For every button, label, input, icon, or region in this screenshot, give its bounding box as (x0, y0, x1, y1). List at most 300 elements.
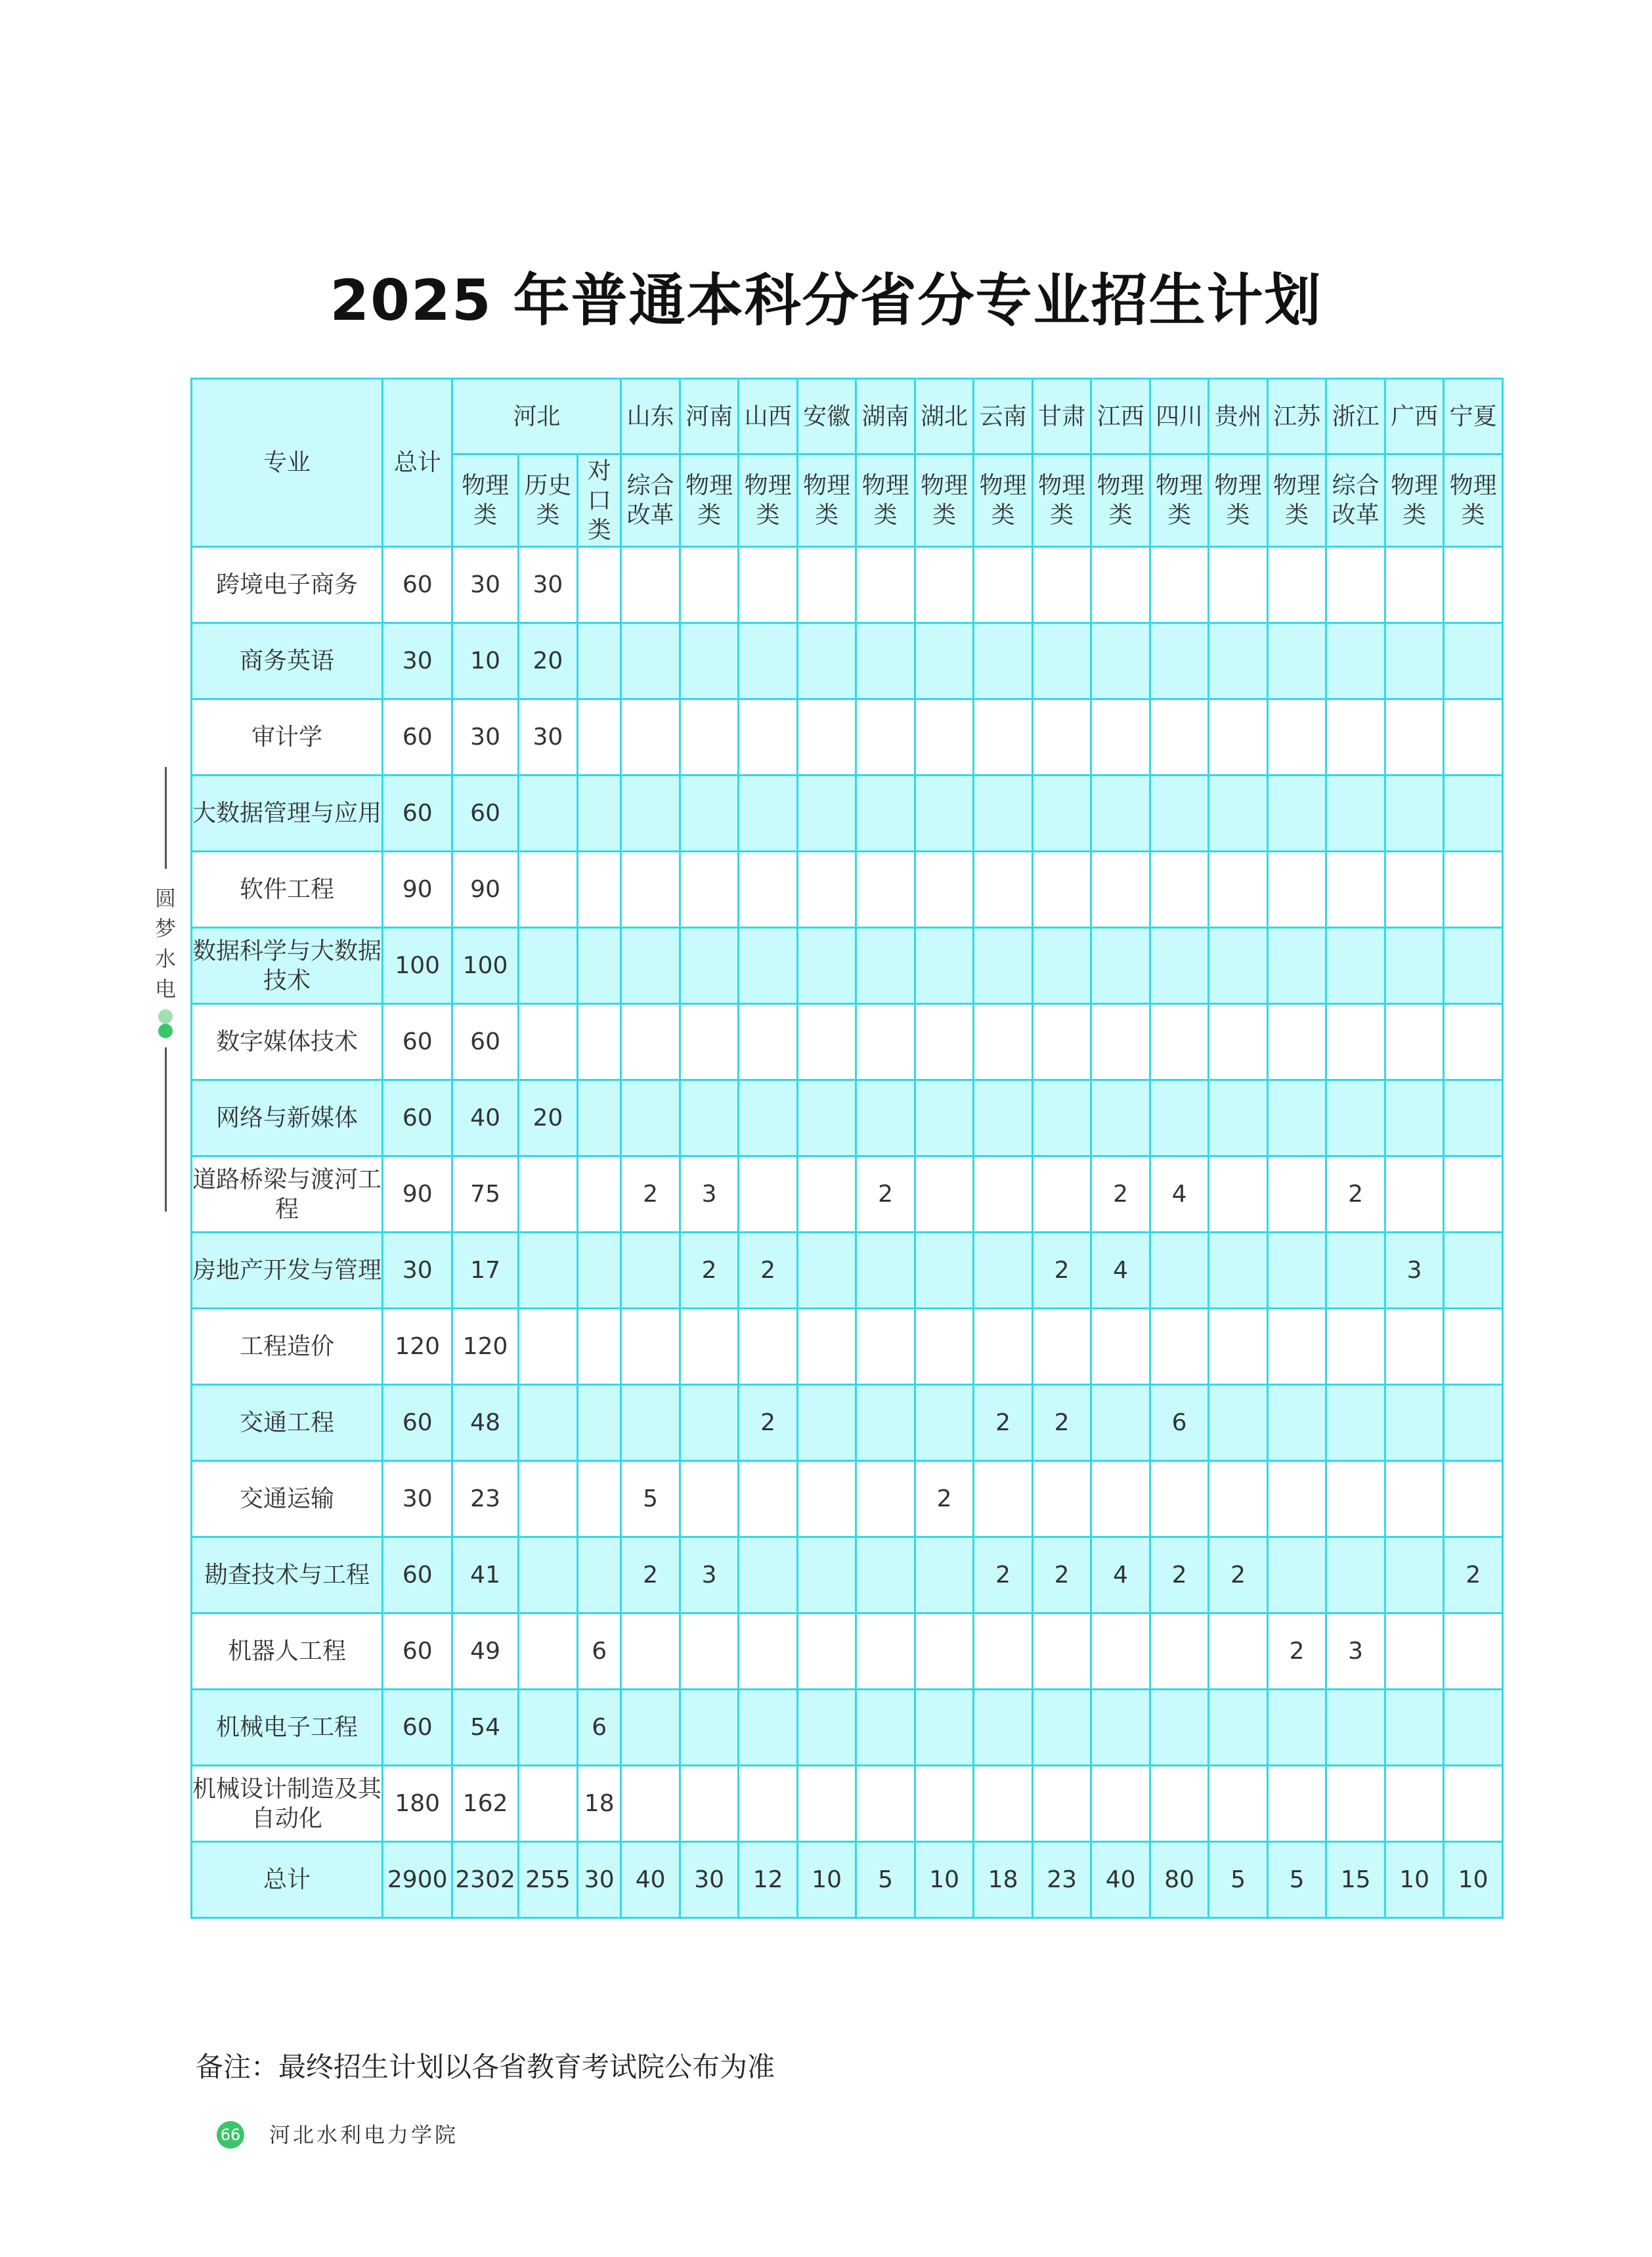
header-category: 物理类 (1385, 454, 1444, 547)
cell (1150, 776, 1209, 852)
cell: 90 (452, 852, 518, 928)
cell (739, 1004, 798, 1080)
cell: 6 (578, 1613, 621, 1690)
cell (1385, 1461, 1444, 1537)
cell (621, 1690, 680, 1766)
cell (1150, 547, 1209, 623)
cell (1209, 1461, 1268, 1537)
cell (621, 699, 680, 776)
cell (739, 1080, 798, 1156)
cell (680, 776, 739, 852)
cell (856, 928, 915, 1004)
table-row (192, 1156, 1503, 1233)
cell (1032, 1309, 1091, 1385)
cell: 120 (383, 1309, 452, 1385)
cell: 75 (452, 1156, 518, 1233)
cell (680, 1385, 739, 1461)
cell: 18 (578, 1766, 621, 1842)
header-category: 物理类 (974, 454, 1033, 547)
cell: 4 (1150, 1156, 1209, 1233)
cell (856, 1766, 915, 1842)
table-row (192, 1004, 1503, 1080)
cell (1032, 547, 1091, 623)
cell (739, 699, 798, 776)
header-category: 物理类 (1444, 454, 1503, 547)
cell: 3 (1385, 1233, 1444, 1309)
cell: 2 (1032, 1537, 1091, 1613)
cell: 2 (621, 1156, 680, 1233)
cell (1444, 1613, 1503, 1690)
cell: 10 (915, 1842, 974, 1918)
cell: 10 (797, 1842, 856, 1918)
major-name: 勘查技术与工程 (192, 1537, 383, 1613)
cell (797, 547, 856, 623)
cell (974, 1766, 1033, 1842)
cell (974, 1233, 1033, 1309)
cell: 2 (915, 1461, 974, 1537)
cell (1267, 1537, 1326, 1613)
cell: 60 (383, 1690, 452, 1766)
header-province: 山东 (621, 379, 680, 454)
cell (1326, 1461, 1385, 1537)
cell (1326, 1233, 1385, 1309)
cell: 2 (974, 1537, 1033, 1613)
cell (1267, 1080, 1326, 1156)
cell (1091, 1385, 1150, 1461)
header-province: 安徽 (797, 379, 856, 454)
header-category: 物理类 (1091, 454, 1150, 547)
cell (1032, 1690, 1091, 1766)
cell (1385, 547, 1444, 623)
cell (974, 1309, 1033, 1385)
cell (1209, 928, 1268, 1004)
header-category: 综合改革 (1326, 454, 1385, 547)
major-name: 机械电子工程 (192, 1690, 383, 1766)
table-row (192, 1766, 1503, 1842)
cell: 4 (1091, 1233, 1150, 1309)
cell (1091, 1080, 1150, 1156)
cell: 100 (452, 928, 518, 1004)
header-category: 物理类 (915, 454, 974, 547)
cell (797, 699, 856, 776)
cell (680, 699, 739, 776)
cell (1267, 1766, 1326, 1842)
cell: 2 (1091, 1156, 1150, 1233)
cell (518, 1385, 577, 1461)
major-name: 总计 (192, 1842, 383, 1918)
cell (518, 1461, 577, 1537)
footnote: 备注：最终招生计划以各省教育考试院公布为准 (196, 2051, 775, 2083)
cell (1150, 699, 1209, 776)
cell: 2 (1209, 1537, 1268, 1613)
cell (797, 623, 856, 699)
cell: 30 (680, 1842, 739, 1918)
cell (915, 1233, 974, 1309)
cell: 30 (518, 547, 577, 623)
cell (1032, 776, 1091, 852)
cell (621, 547, 680, 623)
header-province: 江苏 (1267, 379, 1326, 454)
cell (1091, 1613, 1150, 1690)
cell: 60 (383, 547, 452, 623)
cell (518, 1537, 577, 1613)
cell (1032, 1613, 1091, 1690)
cell (1385, 1004, 1444, 1080)
cell (1091, 1690, 1150, 1766)
cell: 80 (1150, 1842, 1209, 1918)
cell (797, 1537, 856, 1613)
cell (739, 776, 798, 852)
header-category: 综合改革 (621, 454, 680, 547)
cell (680, 623, 739, 699)
cell (974, 1461, 1033, 1537)
cell (797, 852, 856, 928)
cell (739, 1309, 798, 1385)
cell (1267, 1461, 1326, 1537)
major-name: 道路桥梁与渡河工程 (192, 1156, 383, 1233)
cell: 12 (739, 1842, 798, 1918)
cell (680, 1004, 739, 1080)
cell (797, 1080, 856, 1156)
cell (1150, 1233, 1209, 1309)
cell (1326, 1309, 1385, 1385)
header-province: 江西 (1091, 379, 1150, 454)
cell (974, 852, 1033, 928)
cell: 100 (383, 928, 452, 1004)
cell (1267, 1233, 1326, 1309)
cell (1150, 1766, 1209, 1842)
cell (621, 1004, 680, 1080)
cell (1091, 547, 1150, 623)
cell (915, 1766, 974, 1842)
cell: 18 (974, 1842, 1033, 1918)
table-row (192, 928, 1503, 1004)
page-title: 2025 年普通本科分省分专业招生计划 (330, 268, 1322, 334)
cell (797, 928, 856, 1004)
cell (518, 852, 577, 928)
cell (797, 1385, 856, 1461)
table-row (192, 1613, 1503, 1690)
cell (739, 1156, 798, 1233)
cell (1032, 1080, 1091, 1156)
cell (518, 1766, 577, 1842)
cell (1209, 1766, 1268, 1842)
cell (1326, 699, 1385, 776)
cell (974, 1156, 1033, 1233)
cell (915, 1613, 974, 1690)
cell (1267, 1004, 1326, 1080)
cell (974, 1613, 1033, 1690)
cell (1150, 1309, 1209, 1385)
cell (680, 1766, 739, 1842)
cell (1267, 928, 1326, 1004)
cell (1267, 776, 1326, 852)
cell (1032, 1156, 1091, 1233)
table-row (192, 1233, 1503, 1309)
cell: 2 (739, 1233, 798, 1309)
cell (974, 776, 1033, 852)
cell (1385, 776, 1444, 852)
cell (1385, 1766, 1444, 1842)
cell: 54 (452, 1690, 518, 1766)
enrollment-plan-table (190, 378, 1504, 1919)
cell (1385, 928, 1444, 1004)
cell: 49 (452, 1613, 518, 1690)
cell (1444, 1461, 1503, 1537)
cell: 90 (383, 1156, 452, 1233)
side-rule-top (165, 767, 167, 869)
cell (518, 928, 577, 1004)
header-category: 历史类 (518, 454, 577, 547)
header-province: 云南 (974, 379, 1033, 454)
cell (1326, 1004, 1385, 1080)
cell (578, 623, 621, 699)
cell: 30 (452, 699, 518, 776)
cell: 2 (974, 1385, 1033, 1461)
cell (1091, 1004, 1150, 1080)
cell (797, 1156, 856, 1233)
cell (1444, 776, 1503, 852)
cell (1444, 1156, 1503, 1233)
cell (1267, 1156, 1326, 1233)
table-row (192, 852, 1503, 928)
cell (1326, 1690, 1385, 1766)
cell (1091, 1461, 1150, 1537)
header-province: 湖南 (856, 379, 915, 454)
table-row (192, 1309, 1503, 1385)
table-row (192, 776, 1503, 852)
cell (1385, 1080, 1444, 1156)
cell: 2 (1032, 1385, 1091, 1461)
cell (578, 1233, 621, 1309)
cell (1209, 623, 1268, 699)
header-total: 总计 (383, 379, 452, 547)
cell: 5 (621, 1461, 680, 1537)
major-name: 商务英语 (192, 623, 383, 699)
cell (1091, 852, 1150, 928)
cell (1209, 1690, 1268, 1766)
table-row-total (192, 1842, 1503, 1918)
cell (621, 1385, 680, 1461)
cell: 30 (452, 547, 518, 623)
cell (915, 1156, 974, 1233)
cell (680, 1461, 739, 1537)
cell (1091, 1766, 1150, 1842)
cell (1267, 1385, 1326, 1461)
cell (974, 699, 1033, 776)
cell (578, 1461, 621, 1537)
cell (1209, 1385, 1268, 1461)
cell (621, 1309, 680, 1385)
cell (974, 1080, 1033, 1156)
page-number-badge: 66 (217, 2121, 244, 2149)
major-name: 大数据管理与应用 (192, 776, 383, 852)
cell: 2 (621, 1537, 680, 1613)
cell (1150, 928, 1209, 1004)
cell (1150, 1613, 1209, 1690)
major-name: 网络与新媒体 (192, 1080, 383, 1156)
major-name: 数据科学与大数据技术 (192, 928, 383, 1004)
cell (1032, 623, 1091, 699)
cell: 60 (383, 1004, 452, 1080)
table-row (192, 1537, 1503, 1613)
cell (1385, 852, 1444, 928)
cell: 2 (1444, 1537, 1503, 1613)
cell (797, 1461, 856, 1537)
cell (621, 623, 680, 699)
cell: 30 (383, 623, 452, 699)
cell: 180 (383, 1766, 452, 1842)
cell (1385, 1309, 1444, 1385)
cell (1385, 699, 1444, 776)
decor-dot-icon (158, 1024, 173, 1038)
cell (1209, 1080, 1268, 1156)
cell (915, 1080, 974, 1156)
header-province: 宁夏 (1444, 379, 1503, 454)
cell (1444, 699, 1503, 776)
cell: 30 (383, 1461, 452, 1537)
cell (1267, 623, 1326, 699)
cell: 10 (452, 623, 518, 699)
cell (578, 928, 621, 1004)
cell (739, 852, 798, 928)
cell (518, 1004, 577, 1080)
cell (1444, 1690, 1503, 1766)
decor-dot-icon (158, 1009, 173, 1024)
cell (1150, 1461, 1209, 1537)
cell (1267, 547, 1326, 623)
cell (1209, 1233, 1268, 1309)
cell: 60 (452, 776, 518, 852)
cell (974, 623, 1033, 699)
cell (680, 852, 739, 928)
cell (856, 547, 915, 623)
header-province: 广西 (1385, 379, 1444, 454)
cell (1444, 1080, 1503, 1156)
table-row (192, 547, 1503, 623)
cell (1326, 1537, 1385, 1613)
cell: 15 (1326, 1842, 1385, 1918)
cell: 30 (518, 699, 577, 776)
cell (1444, 852, 1503, 928)
cell (1032, 1766, 1091, 1842)
cell (1385, 1613, 1444, 1690)
cell (739, 1537, 798, 1613)
cell: 5 (856, 1842, 915, 1918)
cell (1091, 699, 1150, 776)
cell (739, 1613, 798, 1690)
cell (1209, 547, 1268, 623)
cell: 48 (452, 1385, 518, 1461)
cell (621, 1613, 680, 1690)
cell (1385, 1690, 1444, 1766)
cell (915, 776, 974, 852)
cell (1209, 1309, 1268, 1385)
cell: 90 (383, 852, 452, 928)
header-major: 专业 (192, 379, 383, 547)
cell (1267, 852, 1326, 928)
header-province: 四川 (1150, 379, 1209, 454)
cell (680, 1309, 739, 1385)
cell (1444, 1309, 1503, 1385)
cell: 6 (578, 1690, 621, 1766)
side-rule-bottom (165, 1047, 167, 1212)
cell: 60 (383, 1537, 452, 1613)
cell: 20 (518, 1080, 577, 1156)
cell (797, 1690, 856, 1766)
footer-school-name: 河北水利电力学院 (269, 2122, 459, 2147)
cell: 30 (383, 1233, 452, 1309)
major-name: 房地产开发与管理 (192, 1233, 383, 1309)
cell (518, 1690, 577, 1766)
cell (856, 1461, 915, 1537)
cell (578, 1004, 621, 1080)
major-name: 软件工程 (192, 852, 383, 928)
cell (856, 1080, 915, 1156)
cell (578, 699, 621, 776)
cell (1091, 623, 1150, 699)
cell (1385, 1537, 1444, 1613)
major-name: 审计学 (192, 699, 383, 776)
cell: 17 (452, 1233, 518, 1309)
cell: 23 (452, 1461, 518, 1537)
cell (856, 776, 915, 852)
cell (1032, 928, 1091, 1004)
cell: 30 (578, 1842, 621, 1918)
cell (797, 1233, 856, 1309)
cell (1326, 852, 1385, 928)
cell (1444, 1233, 1503, 1309)
header-province: 河南 (680, 379, 739, 454)
cell (797, 1004, 856, 1080)
table-row (192, 1690, 1503, 1766)
cell (739, 1766, 798, 1842)
cell (797, 1613, 856, 1690)
cell: 6 (1150, 1385, 1209, 1461)
cell (578, 852, 621, 928)
cell (518, 1613, 577, 1690)
cell: 60 (383, 1385, 452, 1461)
cell (621, 1766, 680, 1842)
cell (621, 1080, 680, 1156)
header-province: 湖北 (915, 379, 974, 454)
cell (1444, 1004, 1503, 1080)
cell: 2 (856, 1156, 915, 1233)
cell (578, 1080, 621, 1156)
cell: 60 (383, 1613, 452, 1690)
cell (1444, 1385, 1503, 1461)
cell (915, 1309, 974, 1385)
cell: 2900 (383, 1842, 452, 1918)
cell: 40 (452, 1080, 518, 1156)
header-category: 物理类 (1209, 454, 1268, 547)
cell (974, 928, 1033, 1004)
table-row (192, 1461, 1503, 1537)
cell (680, 1613, 739, 1690)
cell (1032, 1004, 1091, 1080)
cell (1032, 852, 1091, 928)
cell (915, 547, 974, 623)
table-row (192, 623, 1503, 699)
header-hebei: 河北 (452, 379, 621, 454)
cell: 2 (1267, 1613, 1326, 1690)
major-name: 数字媒体技术 (192, 1004, 383, 1080)
header-category: 物理类 (797, 454, 856, 547)
cell (1150, 852, 1209, 928)
cell (1267, 699, 1326, 776)
cell (856, 852, 915, 928)
cell (1150, 623, 1209, 699)
